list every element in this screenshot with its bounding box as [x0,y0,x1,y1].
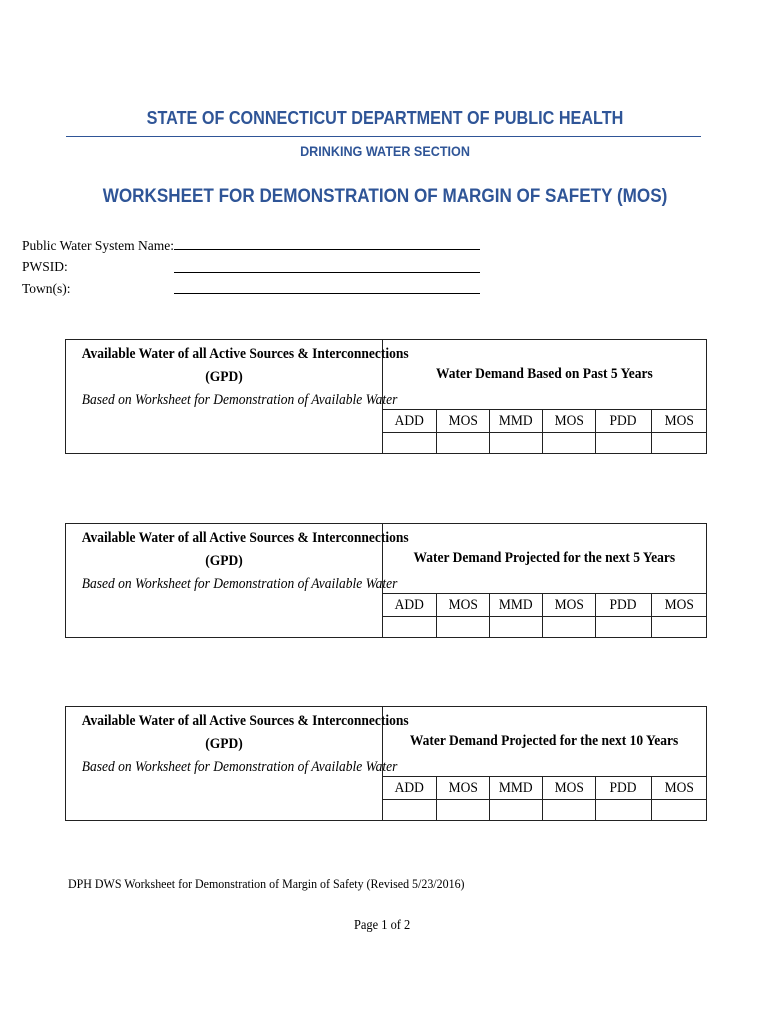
column-mos: MOS [437,594,490,617]
available-water-header [66,340,409,454]
column-mos: MOS [543,410,596,433]
column-mmd: MMD [490,410,543,433]
pdd-value-cell[interactable] [596,800,652,821]
column-mos: MOS [437,410,490,433]
available-water-unit: (GPD) [205,553,243,569]
mos-value-cell[interactable] [652,433,707,454]
column-mos: MOS [543,777,596,800]
add-value-cell[interactable] [383,617,437,638]
available-water-header [66,707,409,821]
column-mmd: MMD [490,594,543,617]
column-mos: MOS [652,594,707,617]
column-mmd: MMD [490,777,543,800]
mos-table-past-5-years [65,339,707,454]
mos-value-cell[interactable] [543,800,596,821]
worksheet-title: WORKSHEET FOR DEMONSTRATION OF MARGIN OF SAFETY (MOS) [102,186,668,207]
header-divider [66,136,701,137]
column-mos: MOS [543,594,596,617]
available-water-note: Based on Worksheet for Demonstration of Available Water [81,392,398,408]
add-value-cell[interactable] [383,433,437,454]
mos-value-cell[interactable] [543,433,596,454]
water-demand-header: Water Demand Projected for the next 10 Years [383,707,707,777]
mmd-value-cell[interactable] [490,433,543,454]
add-value-cell[interactable] [383,800,437,821]
towns-input[interactable] [174,293,480,294]
system-name-label: Public Water System Name: [22,238,175,253]
page-number: Page 1 of 2 [354,917,411,932]
column-pdd: PDD [596,410,652,433]
mos-value-cell[interactable] [652,617,707,638]
mos-value-cell[interactable] [437,433,490,454]
column-pdd: PDD [596,777,652,800]
system-name-input[interactable] [174,249,480,250]
mos-table-next-5-years [65,523,707,638]
mmd-value-cell[interactable] [490,800,543,821]
water-demand-header: Water Demand Based on Past 5 Years [383,340,707,410]
available-water-title: Available Water of all Active Sources & Interconnections [81,713,409,729]
mos-table-next-10-years [65,706,707,821]
revision-footer: DPH DWS Worksheet for Demonstration of Margin of Safety (Revised 5/23/2016) [68,876,465,891]
available-water-note: Based on Worksheet for Demonstration of Available Water [81,576,398,592]
column-mos: MOS [652,777,707,800]
pdd-value-cell[interactable] [596,433,652,454]
column-mos: MOS [437,777,490,800]
column-pdd: PDD [596,594,652,617]
available-water-unit: (GPD) [205,369,243,385]
available-water-title: Available Water of all Active Sources & Interconnections [81,346,409,362]
mos-value-cell[interactable] [437,800,490,821]
pdd-value-cell[interactable] [596,617,652,638]
mmd-value-cell[interactable] [490,617,543,638]
available-water-unit: (GPD) [205,736,243,752]
column-add: ADD [383,410,437,433]
column-mos: MOS [652,410,707,433]
available-water-title: Available Water of all Active Sources & Interconnections [81,530,409,546]
available-water-note: Based on Worksheet for Demonstration of Available Water [81,759,398,775]
pwsid-label: PWSID: [22,259,68,274]
column-add: ADD [383,777,437,800]
towns-label: Town(s): [22,281,71,296]
mos-value-cell[interactable] [543,617,596,638]
column-add: ADD [383,594,437,617]
mos-value-cell[interactable] [652,800,707,821]
pwsid-input[interactable] [174,272,480,273]
agency-heading: STATE OF CONNECTICUT DEPARTMENT OF PUBLIC HEALTH [146,108,624,128]
mos-value-cell[interactable] [437,617,490,638]
available-water-header [66,524,409,638]
water-demand-header: Water Demand Projected for the next 5 Years [383,524,707,594]
section-heading: DRINKING WATER SECTION [300,143,470,159]
